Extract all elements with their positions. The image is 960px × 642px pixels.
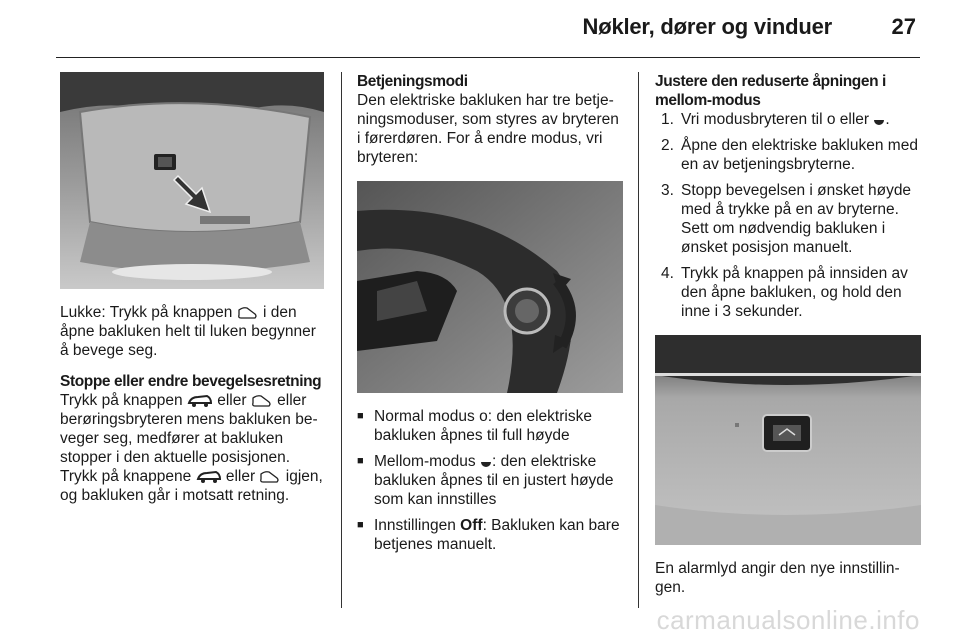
text: : den elektriske bakluken åpnes til en justert høyde som kan innstilles — [374, 453, 614, 508]
text: . — [885, 111, 890, 128]
mode-list — [357, 407, 623, 554]
list-item — [655, 181, 923, 257]
steps-list — [655, 110, 923, 321]
section-heading: Justere den reduserte åpningen i mellom-modus — [655, 73, 886, 109]
text: Trykk på knappene — [60, 468, 196, 485]
column-right — [655, 72, 923, 597]
step-number: 4. — [661, 265, 674, 282]
text: Åpne den elektriske bakluken med en av betjeningsbryterne. — [681, 137, 918, 173]
list-item — [357, 516, 623, 554]
liftgate-interior-photo — [60, 72, 324, 289]
watermark: carmanualsonline.info — [656, 605, 920, 635]
half-moon-icon — [873, 115, 885, 127]
text: : Bakluken kan bare betjenes manuelt. — [374, 517, 620, 553]
text: Trykk på knappen på innsiden av den åpne bakluken, og hold den inne i 3 sekunder. — [681, 265, 908, 320]
step-number: 1. — [661, 111, 674, 128]
caption-close — [60, 303, 324, 360]
step-number: 2. — [661, 137, 674, 154]
liftgate-close-icon — [259, 470, 281, 484]
paragraph: Den elektriske bakluken har tre betjeningsmoduser, som styres av bryteren i førerdøren. For å endre modus, vri bryteren: — [357, 92, 619, 166]
section-heading: Stoppe eller endre bevegelsesretning — [60, 373, 322, 390]
paragraph — [60, 391, 324, 467]
page-title: Nøkler, dører og vinduer — [582, 14, 832, 39]
header-rule — [56, 57, 920, 58]
off-label: Off — [460, 517, 483, 534]
liftgate-close-icon — [237, 306, 259, 320]
section-heading: Betjeningsmodi — [357, 73, 468, 90]
text: Mellom-modus — [374, 453, 480, 470]
text: eller berøringsbryteren mens bakluken beveger seg, medfører at bakluken stopper i den aktuelle posisjonen. — [60, 392, 318, 466]
column-divider — [638, 72, 639, 608]
list-item: ■ Normal modus o: den elektriske bakluken åpnes til full høyde — [357, 407, 623, 445]
caption-text: i den åpne bakluken helt til luken begynner å bevege seg. — [60, 304, 316, 359]
text: eller — [212, 392, 251, 409]
list-item — [655, 110, 923, 129]
liftgate-button-photo — [655, 335, 921, 545]
column-middle — [357, 72, 623, 561]
door-switch-photo — [357, 181, 623, 393]
text: eller — [221, 468, 260, 485]
car-open-icon — [196, 470, 222, 484]
column-left — [60, 72, 324, 505]
list-item — [655, 264, 923, 321]
liftgate-close-icon — [251, 394, 273, 408]
caption-text: Lukke: Trykk på knappen — [60, 304, 237, 321]
step-number: 3. — [661, 182, 674, 199]
text: Trykk på knappen — [60, 392, 187, 409]
paragraph — [60, 467, 324, 505]
text: igjen, og bakluken går i motsatt retning. — [60, 468, 323, 504]
text: Innstillingen — [374, 517, 461, 534]
text: Stopp bevegelsen i ønsket høyde med å trykke på en av bryterne. Sett om nødvendig bakluken i ønsket posisjon manuelt. — [681, 182, 912, 256]
list-item — [655, 136, 923, 174]
car-open-icon — [187, 394, 213, 408]
list-item — [357, 452, 623, 509]
footer-paragraph: En alarmlyd angir den nye innstillingen. — [655, 560, 900, 596]
half-moon-icon — [480, 457, 492, 469]
column-divider — [341, 72, 342, 608]
text: Vri modusbryteren til o eller — [681, 111, 874, 128]
page-number: 27 — [891, 14, 916, 39]
